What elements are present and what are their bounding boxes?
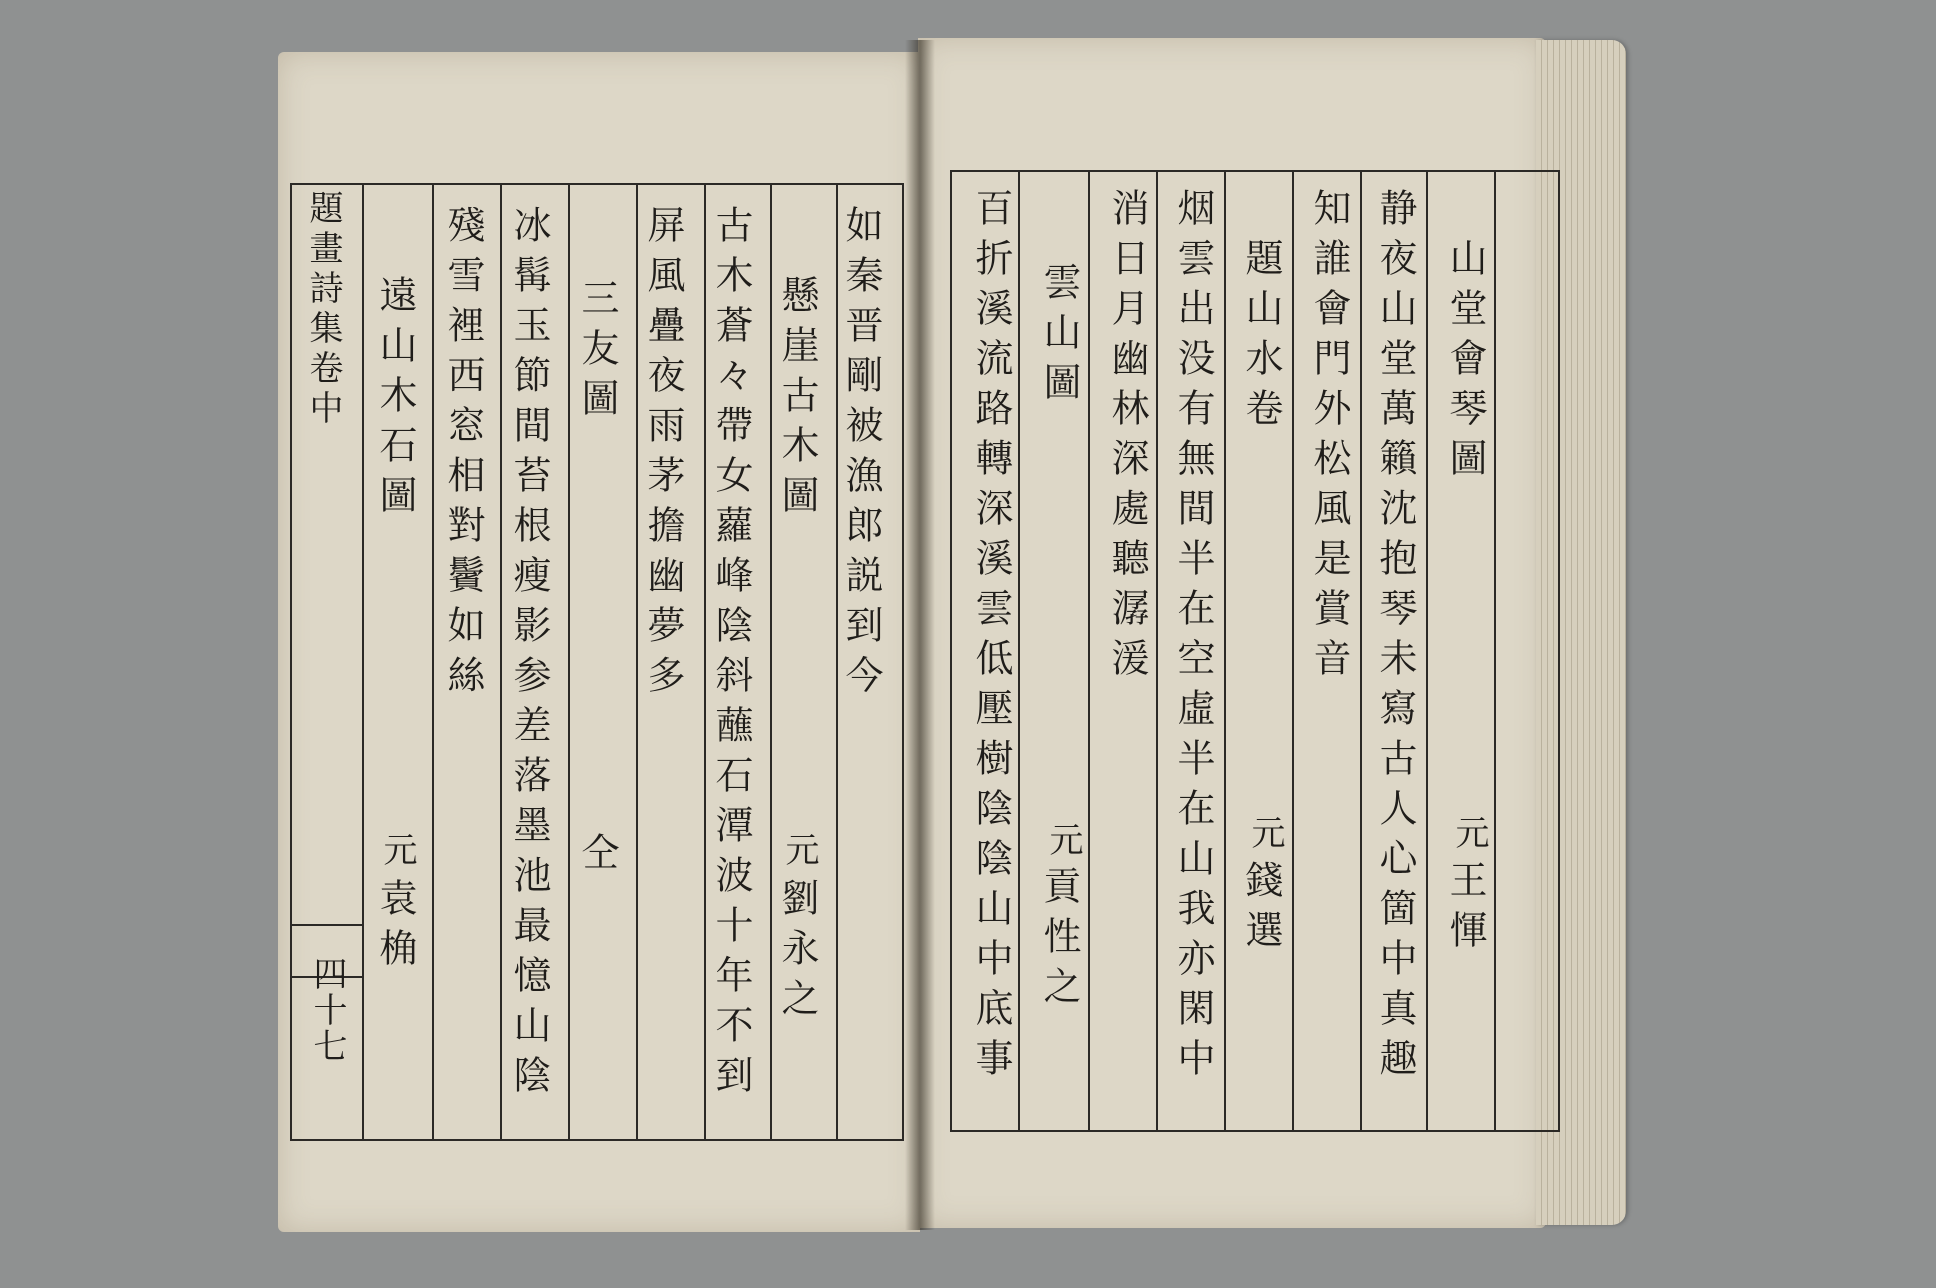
column-rule bbox=[500, 185, 502, 1139]
dynasty-label: 元 bbox=[377, 832, 417, 872]
folio-number: 四十七 bbox=[307, 956, 347, 1064]
column-rule bbox=[1292, 172, 1294, 1130]
poem-title: 題山水卷 bbox=[1239, 238, 1283, 438]
column-rule bbox=[568, 185, 570, 1139]
poem-line: 百折溪流路轉深溪雲低壓樹陰陰山中底事 bbox=[969, 188, 1013, 1088]
column-rule bbox=[1360, 172, 1362, 1130]
poem-line: 静夜山堂萬籟沈抱琴未寫古人心箇中真趣 bbox=[1373, 188, 1417, 1088]
column-rule bbox=[1156, 172, 1158, 1130]
column-rule bbox=[1224, 172, 1226, 1130]
poem-title: 雲山圖 bbox=[1037, 262, 1081, 412]
poem-line: 知誰會門外松風是賞音 bbox=[1307, 188, 1351, 688]
author-name: 貢性之 bbox=[1037, 866, 1081, 1016]
author-name: 袁桷 bbox=[373, 878, 417, 978]
poem-title: 山堂會琴圖 bbox=[1443, 238, 1487, 488]
author-name: 王惲 bbox=[1443, 860, 1487, 960]
dynasty-label: 元 bbox=[1449, 815, 1489, 855]
column-rule bbox=[636, 185, 638, 1139]
poem-line: 屏風疊夜雨茅擔幽夢多 bbox=[641, 205, 685, 705]
author-name: 劉永之 bbox=[775, 878, 819, 1028]
poem-line: 消日月幽林深處聽潺湲 bbox=[1105, 188, 1149, 688]
column-rule bbox=[432, 185, 434, 1139]
dynasty-label: 元 bbox=[1245, 815, 1285, 855]
poem-title: 三友圖 bbox=[575, 278, 619, 428]
dynasty-label: 元 bbox=[1043, 822, 1083, 862]
book-gutter bbox=[905, 40, 935, 1230]
column-rule bbox=[1018, 172, 1020, 1130]
poem-title: 遠山木石圖 bbox=[373, 275, 417, 525]
column-rule bbox=[1494, 172, 1496, 1130]
poem-line: 如秦晋剛被漁郎説到今 bbox=[839, 205, 883, 705]
column-rule bbox=[704, 185, 706, 1139]
dynasty-label: 元 bbox=[779, 832, 819, 872]
author-name: 仝 bbox=[575, 832, 619, 882]
column-rule bbox=[836, 185, 838, 1139]
column-rule bbox=[770, 185, 772, 1139]
column-rule bbox=[1426, 172, 1428, 1130]
poem-line: 殘雪裡西窓相對鬢如絲 bbox=[441, 205, 485, 705]
poem-title: 懸崖古木圖 bbox=[775, 275, 819, 525]
poem-line: 古木蒼々帶女蘿峰陰斜蘸石潭波十年不到 bbox=[709, 205, 753, 1105]
poem-line: 冰髯玉節間苔根瘦影参差落墨池最憶山陰 bbox=[507, 205, 551, 1105]
column-rule bbox=[1088, 172, 1090, 1130]
margin-title: 題畫詩集卷中 bbox=[303, 190, 343, 430]
author-name: 錢選 bbox=[1239, 860, 1283, 960]
column-rule bbox=[362, 185, 364, 1139]
poem-line: 烟雲出没有無間半在空虛半在山我亦閑中 bbox=[1171, 188, 1215, 1088]
